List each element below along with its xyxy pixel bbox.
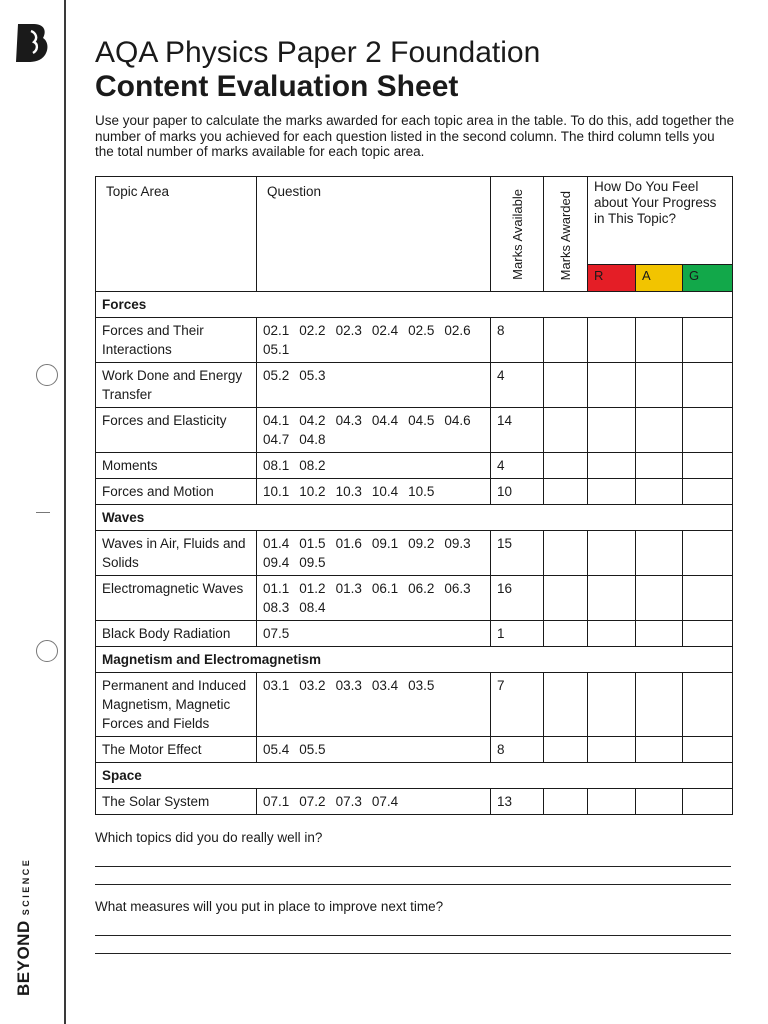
rag-red-cell[interactable] [588,576,636,621]
question-number: 03.2 [299,678,326,693]
question-number: 05.2 [263,368,290,383]
question-number: 02.2 [299,323,326,338]
question-number: 04.6 [444,413,471,428]
question-number: 05.5 [299,742,326,757]
question-number: 08.4 [299,600,326,615]
question-number: 07.4 [371,794,399,809]
table-row [96,737,733,763]
answer-line [95,884,731,885]
question-number: 09.1 [371,536,399,551]
table-row [96,453,733,479]
topic-cell: Forces and Motion [96,479,257,505]
rag-amber-cell[interactable] [636,453,683,479]
punch-hole [36,640,58,662]
rag-red-cell[interactable] [588,363,636,408]
intro-text: Use your paper to calculate the marks awarded for each topic area in the table. To do this, add together the number of marks you achieved for each question listed in the second column. The third column tells you the total number of marks available for each topic area. [95,113,735,159]
question-number: 04.5 [408,413,435,428]
marks-awarded-cell[interactable] [544,318,588,363]
marks-awarded-cell[interactable] [544,789,588,815]
question-number: 07.3 [335,794,362,809]
question-number: 08.3 [263,600,290,615]
table-row [96,531,733,576]
question-number: 06.3 [444,581,471,596]
fold-mark [36,512,50,513]
question-number: 02.6 [444,323,471,338]
question-number: 07.1 [263,794,290,809]
question-cell [257,621,491,647]
marks-available-cell: 10 [491,479,544,505]
question-number: 07.5 [263,626,290,641]
answer-line [95,953,731,954]
beyond-logo-icon [14,22,52,64]
section-heading: Space [96,763,733,789]
table-row [96,789,733,815]
question-number: 01.3 [335,581,362,596]
question-number: 04.7 [263,432,290,447]
evaluation-table [95,176,733,815]
brand-name: BEYOND [14,920,33,996]
marks-awarded-cell[interactable] [544,737,588,763]
question-number: 09.2 [408,536,435,551]
question-number: 06.1 [371,581,399,596]
header-topic-area: Topic Area [96,177,257,292]
question-number: 10.3 [335,484,362,499]
header-marks-awarded: Marks Awarded [544,177,588,292]
question-cell [257,408,491,453]
question-number: 10.1 [263,484,290,499]
question-number: 09.3 [444,536,471,551]
marks-available-cell: 16 [491,576,544,621]
section-heading: Magnetism and Electromagnetism [96,647,733,673]
rag-amber-cell[interactable] [636,408,683,453]
page-subtitle: Content Evaluation Sheet [95,70,459,103]
question-cell [257,479,491,505]
question-number: 05.1 [263,342,290,357]
rag-green-cell[interactable] [683,621,733,647]
question-number: 03.1 [263,678,290,693]
question-cell [257,737,491,763]
header-progress-feeling: How Do You Feel about Your Progress in This Topic? [588,177,733,265]
marks-awarded-cell[interactable] [544,531,588,576]
question-cell [257,363,491,408]
table-row [96,479,733,505]
rag-amber-cell[interactable] [636,479,683,505]
topic-cell: Forces and Their Interactions [96,318,257,363]
question-number: 10.5 [408,484,435,499]
marks-available-cell: 15 [491,531,544,576]
rag-amber-header: A [636,265,683,292]
question-number: 02.1 [263,323,290,338]
rag-amber-cell[interactable] [636,789,683,815]
rag-green-cell[interactable] [683,363,733,408]
question-number: 04.2 [299,413,326,428]
table-row [96,363,733,408]
section-heading: Forces [96,292,733,318]
question-number: 10.2 [299,484,326,499]
rag-green-header: G [683,265,733,292]
topic-cell: Forces and Elasticity [96,408,257,453]
question-number: 01.4 [263,536,290,551]
rag-green-cell[interactable] [683,576,733,621]
topic-cell: Permanent and Induced Magnetism, Magnetic Forces and Fields [96,673,257,737]
question-number: 05.3 [299,368,326,383]
section-heading: Waves [96,505,733,531]
rag-red-cell[interactable] [588,531,636,576]
marks-awarded-cell[interactable] [544,479,588,505]
rag-green-cell[interactable] [683,673,733,737]
rag-green-cell[interactable] [683,318,733,363]
marks-available-cell: 14 [491,408,544,453]
question-number: 01.2 [299,581,326,596]
margin-line [64,0,66,1024]
punch-hole [36,364,58,386]
marks-awarded-cell[interactable] [544,363,588,408]
question-number: 08.2 [299,458,326,473]
question-number: 10.4 [371,484,399,499]
section-row [96,763,733,789]
section-row [96,647,733,673]
rag-red-cell[interactable] [588,621,636,647]
rag-red-cell[interactable] [588,789,636,815]
reflection-question-1: Which topics did you do really well in? [95,830,323,845]
marks-available-cell: 8 [491,318,544,363]
question-number: 05.4 [263,742,290,757]
page-title: AQA Physics Paper 2 Foundation [95,36,541,69]
rag-red-cell[interactable] [588,453,636,479]
rag-red-cell[interactable] [588,408,636,453]
rag-green-cell[interactable] [683,453,733,479]
question-number: 09.4 [263,555,290,570]
topic-cell: Work Done and Energy Transfer [96,363,257,408]
rag-amber-cell[interactable] [636,363,683,408]
rag-green-cell[interactable] [683,789,733,815]
topic-cell: Electromagnetic Waves [96,576,257,621]
topic-cell: The Solar System [96,789,257,815]
question-number: 03.4 [371,678,399,693]
reflection-question-2: What measures will you put in place to improve next time? [95,899,444,914]
question-number: 01.5 [299,536,326,551]
question-number: 04.4 [371,413,399,428]
question-number: 02.4 [371,323,399,338]
question-cell [257,789,491,815]
rag-red-cell[interactable] [588,318,636,363]
rag-red-cell[interactable] [588,737,636,763]
header-question: Question [257,177,491,292]
marks-awarded-cell[interactable] [544,673,588,737]
rag-amber-cell[interactable] [636,673,683,737]
question-number: 08.1 [263,458,290,473]
topic-cell: The Motor Effect [96,737,257,763]
question-cell [257,673,491,737]
rag-amber-cell[interactable] [636,737,683,763]
table-row [96,673,733,737]
answer-line [95,866,731,867]
topic-cell: Black Body Radiation [96,621,257,647]
question-number: 01.6 [335,536,362,551]
table-row [96,318,733,363]
rag-green-cell[interactable] [683,479,733,505]
question-number: 04.1 [263,413,290,428]
rag-green-cell[interactable] [683,531,733,576]
marks-available-cell: 4 [491,453,544,479]
marks-available-cell: 7 [491,673,544,737]
topic-cell: Moments [96,453,257,479]
question-number: 03.5 [408,678,435,693]
question-number: 07.2 [299,794,326,809]
question-number: 02.3 [335,323,362,338]
rag-amber-cell[interactable] [636,576,683,621]
brand-wordmark [14,858,34,996]
marks-awarded-cell[interactable] [544,576,588,621]
marks-available-cell: 1 [491,621,544,647]
rag-amber-cell[interactable] [636,531,683,576]
question-cell [257,576,491,621]
question-number: 09.5 [299,555,326,570]
marks-awarded-cell[interactable] [544,408,588,453]
table-row [96,621,733,647]
rag-red-cell[interactable] [588,673,636,737]
table-row [96,408,733,453]
header-marks-available: Marks Available [491,177,544,292]
question-number: 06.2 [408,581,435,596]
question-number: 04.8 [299,432,326,447]
question-cell [257,318,491,363]
answer-line [95,935,731,936]
topic-cell: Waves in Air, Fluids and Solids [96,531,257,576]
section-row [96,292,733,318]
marks-available-cell: 4 [491,363,544,408]
rag-amber-cell[interactable] [636,318,683,363]
table-row [96,576,733,621]
rag-green-cell[interactable] [683,408,733,453]
rag-red-cell[interactable] [588,479,636,505]
question-number: 04.3 [335,413,362,428]
rag-red-header: R [588,265,636,292]
brand-sub: SCIENCE [21,857,31,916]
rag-green-cell[interactable] [683,737,733,763]
question-number: 01.1 [263,581,290,596]
marks-awarded-cell[interactable] [544,621,588,647]
question-number: 03.3 [335,678,362,693]
marks-awarded-cell[interactable] [544,453,588,479]
section-row [96,505,733,531]
marks-available-cell: 13 [491,789,544,815]
rag-amber-cell[interactable] [636,621,683,647]
question-number: 02.5 [408,323,435,338]
question-cell [257,453,491,479]
marks-available-cell: 8 [491,737,544,763]
question-cell [257,531,491,576]
